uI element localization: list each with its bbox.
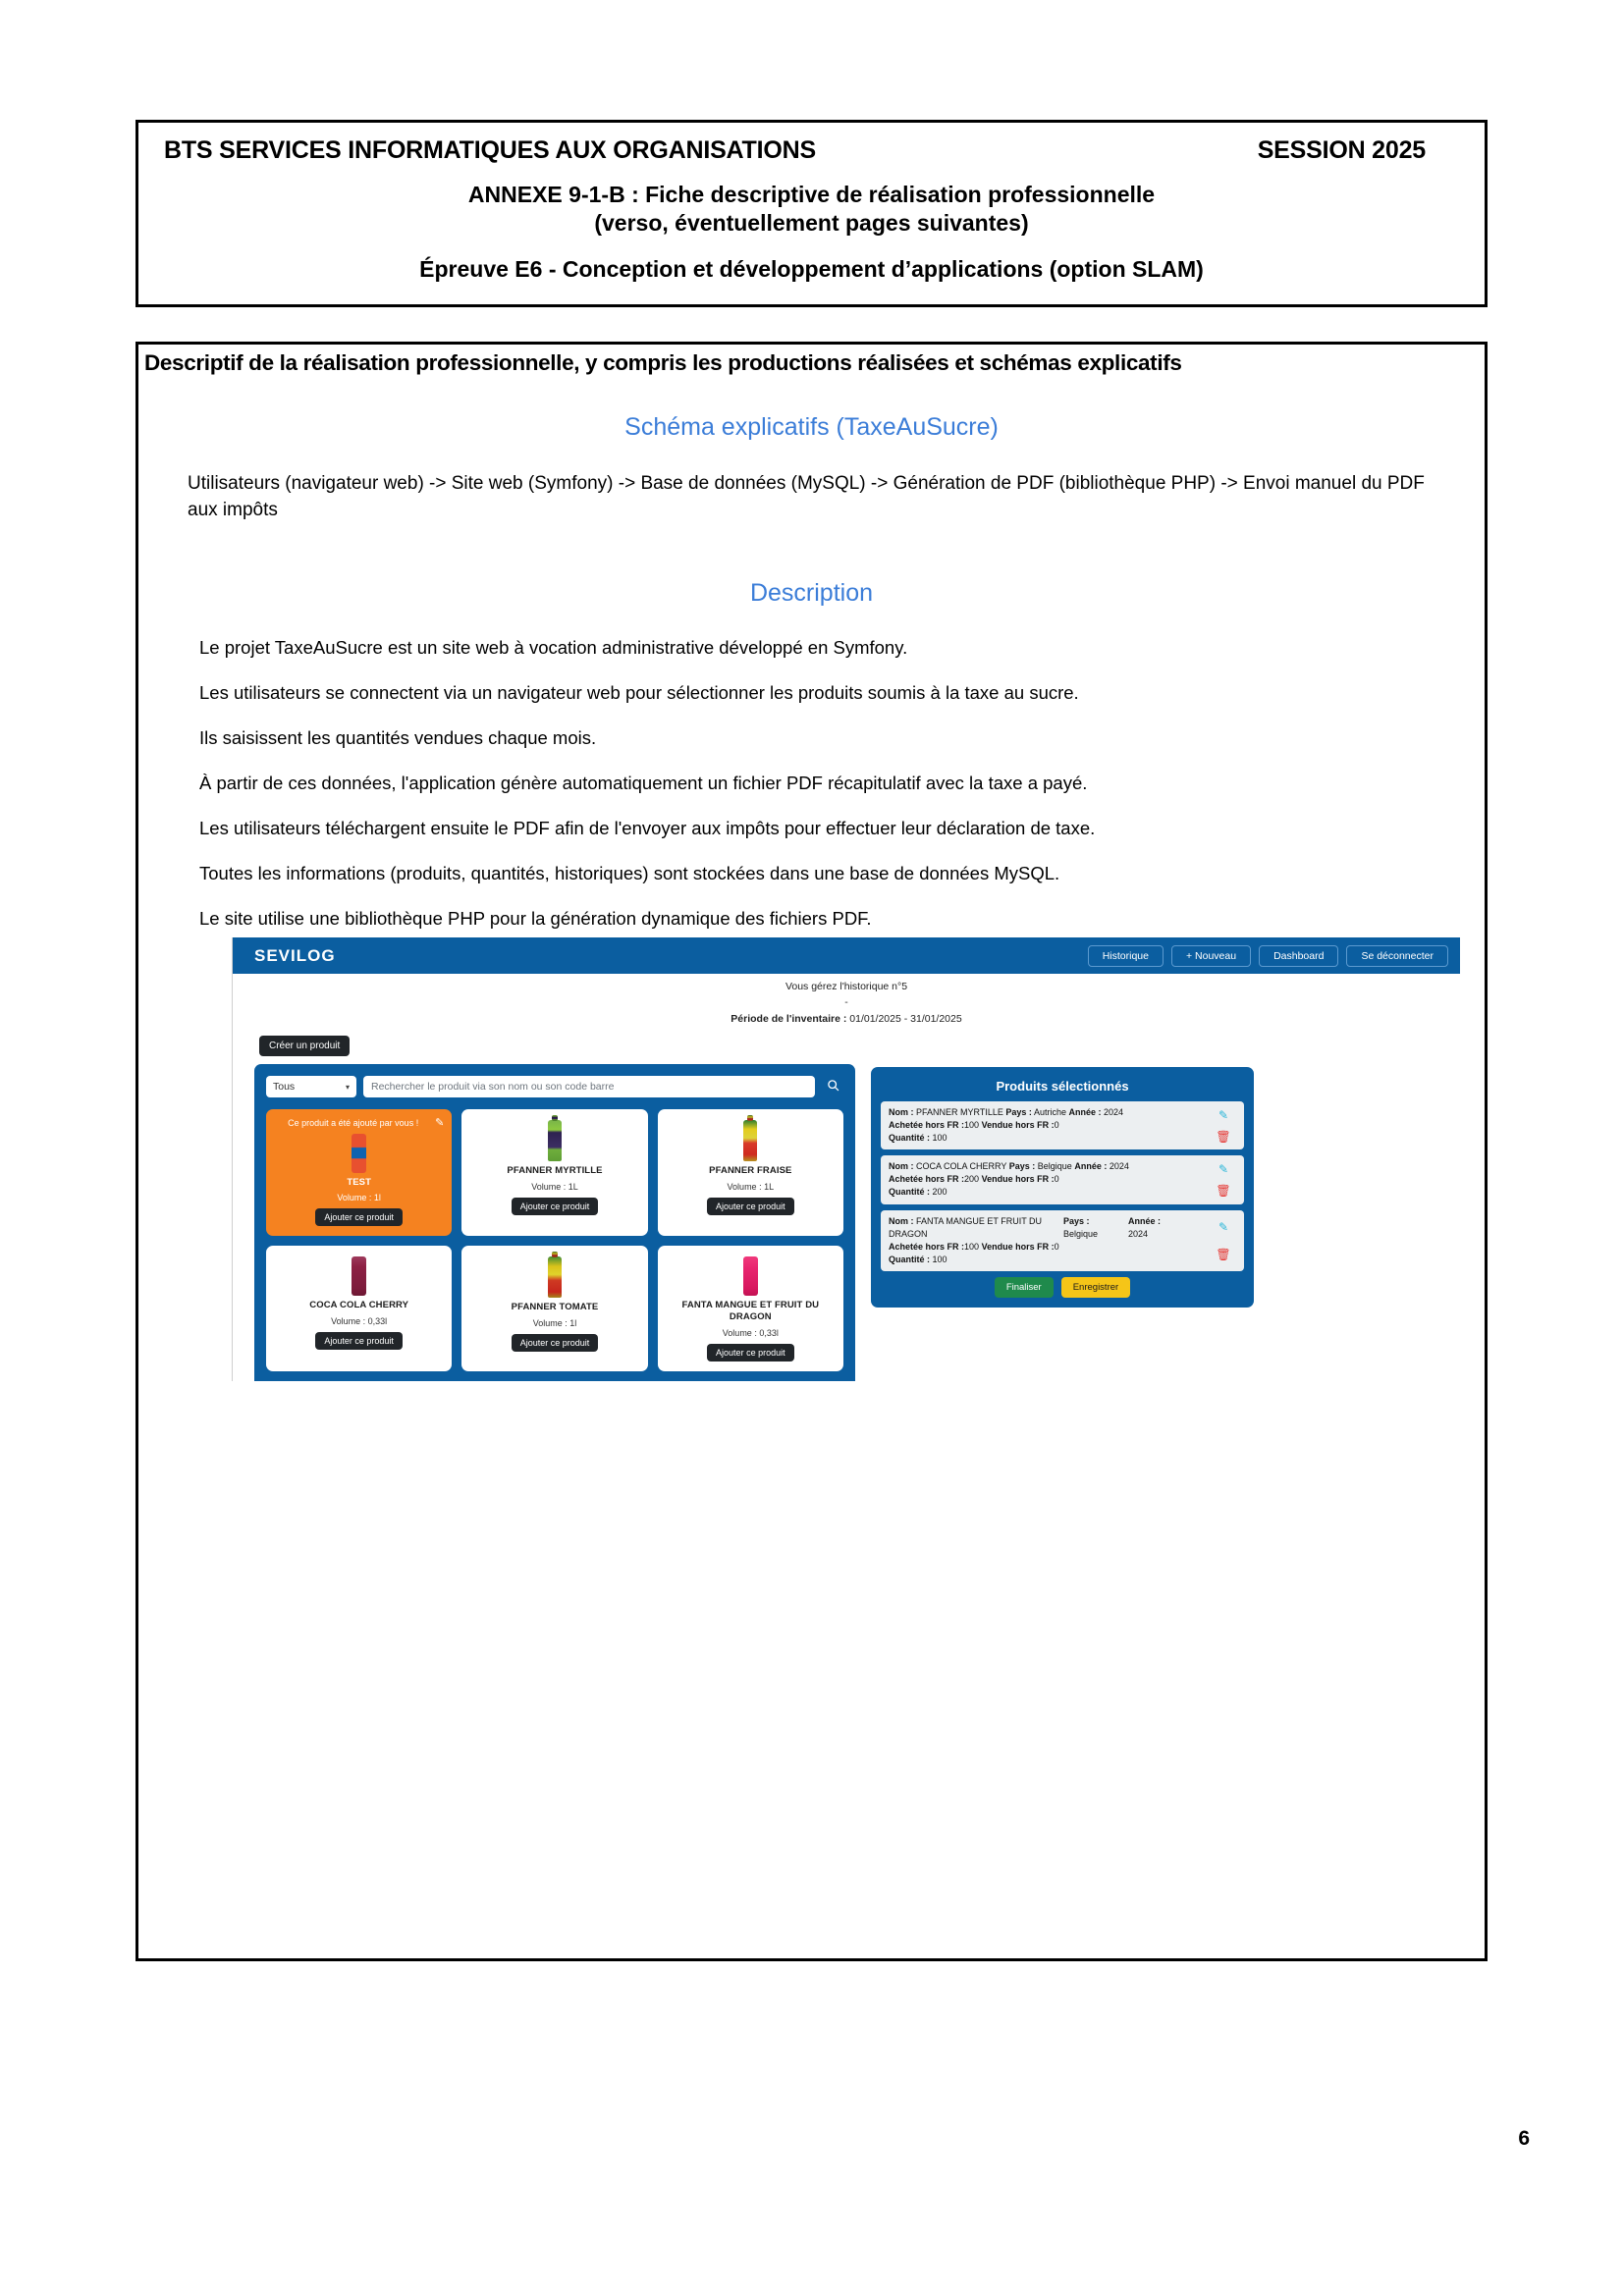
- product-catalog-panel: [254, 1064, 855, 1381]
- product-card[interactable]: [658, 1246, 843, 1371]
- save-button[interactable]: Enregistrer: [1061, 1277, 1130, 1298]
- selected-product-annee: 2024: [1104, 1107, 1124, 1118]
- annexe-line-1: ANNEXE 9-1-B : Fiche descriptive de réalisation professionnelle: [467, 182, 1156, 207]
- selected-product-pays: Belgique: [1037, 1161, 1072, 1172]
- add-product-button[interactable]: Ajouter ce produit: [512, 1198, 599, 1215]
- annexe-block: [164, 181, 1459, 239]
- add-product-button[interactable]: Ajouter ce produit: [707, 1198, 794, 1215]
- selected-products-panel: [871, 1067, 1254, 1307]
- selected-product-name: FANTA MANGUE ET FRUIT DU DRAGON: [889, 1215, 1043, 1239]
- nav-link-logout[interactable]: Se déconnecter: [1346, 945, 1448, 967]
- trash-icon[interactable]: 🗑: [1216, 1247, 1231, 1261]
- selected-product-annee: 2024: [1109, 1161, 1129, 1172]
- description-paragraph: Les utilisateurs se connectent via un navigateur web pour sélectionner les produits soumis à la taxe au sucre.: [199, 681, 1079, 703]
- finalize-button[interactable]: Finaliser: [995, 1277, 1054, 1298]
- add-product-button[interactable]: Ajouter ce produit: [315, 1332, 403, 1350]
- product-card[interactable]: [658, 1109, 843, 1236]
- product-card[interactable]: [461, 1109, 647, 1236]
- product-volume: Volume : 1l: [337, 1193, 381, 1203]
- page-number: 6: [1518, 2127, 1530, 2150]
- chevron-down-icon: ▾: [345, 1082, 350, 1092]
- inventory-period-label: Période de l'inventaire :: [731, 1012, 847, 1025]
- add-product-button[interactable]: Ajouter ce produit: [315, 1208, 403, 1226]
- product-image: [548, 1256, 562, 1298]
- content-title: Descriptif de la réalisation professionnelle, y compris les productions réalisées et schémas explicatifs: [144, 350, 1182, 375]
- schema-flow-text: Utilisateurs (navigateur web) -> Site web (Symfony) -> Base de données (MySQL) -> Génération de PDF (bibliothèque PHP) -> Envoi manuel du PDF aux impôts: [188, 473, 1425, 520]
- product-card[interactable]: [266, 1246, 452, 1371]
- selected-product-item: [881, 1210, 1244, 1271]
- selected-product-vendue: 0: [1054, 1241, 1059, 1252]
- label-annee: Année :: [1074, 1161, 1108, 1172]
- product-card[interactable]: [461, 1246, 647, 1371]
- product-image: [352, 1134, 366, 1173]
- edit-pencil-icon[interactable]: ✎: [435, 1117, 445, 1130]
- selected-product-vendue: 0: [1054, 1120, 1059, 1131]
- panel-action-buttons: [881, 1277, 1244, 1298]
- selected-product-vendue: 0: [1054, 1174, 1059, 1185]
- label-quantite: Quantité :: [889, 1254, 930, 1264]
- trash-icon[interactable]: 🗑: [1216, 1183, 1231, 1198]
- separator-dash: -: [844, 995, 848, 1008]
- history-subheader: [233, 980, 1460, 1027]
- navbar-links: [1088, 945, 1448, 967]
- selected-product-quantite: 200: [932, 1187, 947, 1198]
- header-top-row: [164, 136, 1459, 165]
- category-filter-select[interactable]: [266, 1076, 356, 1097]
- product-image: [743, 1256, 758, 1296]
- product-volume: Volume : 1L: [531, 1182, 578, 1193]
- description-paragraph: Le site utilise une bibliothèque PHP pour la génération dynamique des fichiers PDF.: [199, 907, 872, 929]
- description-paragraph: À partir de ces données, l'application génère automatiquement un fichier PDF récapitulatif avec la taxe a payé.: [199, 772, 1088, 793]
- selected-product-item: [881, 1155, 1244, 1203]
- selected-product-details: [889, 1106, 1211, 1145]
- add-product-button[interactable]: Ajouter ce produit: [707, 1344, 794, 1362]
- selected-product-item: [881, 1101, 1244, 1149]
- selected-product-pays: Autriche: [1033, 1107, 1066, 1118]
- exam-title: BTS SERVICES INFORMATIQUES AUX ORGANISATIONS: [164, 136, 816, 164]
- selected-product-details: [889, 1215, 1211, 1266]
- selected-product-achetee: 100: [964, 1241, 980, 1252]
- product-name: TEST: [347, 1176, 371, 1188]
- content-box: [135, 342, 1488, 1961]
- add-product-button[interactable]: Ajouter ce produit: [512, 1334, 599, 1352]
- label-achetee: Achetée hors FR :: [889, 1174, 965, 1185]
- selected-product-name: COCA COLA CHERRY: [916, 1161, 1007, 1172]
- nav-link-nouveau[interactable]: + Nouveau: [1171, 945, 1251, 967]
- label-nom: Nom :: [889, 1107, 914, 1118]
- exam-header-box: [135, 120, 1488, 307]
- product-image: [743, 1120, 757, 1161]
- inventory-period-value: 01/01/2025 - 31/01/2025: [849, 1012, 962, 1025]
- app-logo[interactable]: SEVILOG: [254, 945, 336, 965]
- label-nom: Nom :: [889, 1161, 914, 1172]
- label-nom: Nom :: [889, 1215, 914, 1226]
- schema-heading: Schéma explicatifs (TaxeAuSucre): [624, 413, 999, 441]
- history-line: Vous gérez l'historique n°5: [785, 981, 908, 992]
- product-name: COCA COLA CHERRY: [309, 1300, 409, 1311]
- nav-link-historique[interactable]: Historique: [1088, 945, 1164, 967]
- create-product-button[interactable]: Créer un produit: [259, 1036, 350, 1056]
- search-input[interactable]: Rechercher le produit via son nom ou son code barre: [363, 1076, 815, 1097]
- product-added-note: Ce produit a été ajouté par vous !: [288, 1118, 419, 1129]
- selected-product-achetee: 100: [964, 1120, 980, 1131]
- nav-link-dashboard[interactable]: Dashboard: [1259, 945, 1338, 967]
- description-paragraph: Toutes les informations (produits, quantités, historiques) sont stockées dans une base de données MySQL.: [199, 862, 1060, 883]
- label-pays: Pays :: [1063, 1215, 1090, 1226]
- product-name: FANTA MANGUE ET FRUIT DU DRAGON: [681, 1300, 820, 1323]
- search-row: [266, 1076, 843, 1097]
- category-filter-value: Tous: [273, 1081, 296, 1094]
- selected-product-pays: Belgique: [1063, 1228, 1099, 1239]
- product-image: [548, 1120, 562, 1161]
- selected-product-actions: [1211, 1215, 1236, 1266]
- selected-product-actions: [1211, 1160, 1236, 1199]
- label-quantite: Quantité :: [889, 1187, 930, 1198]
- edit-pencil-icon[interactable]: ✎: [1218, 1219, 1229, 1234]
- description-paragraph: Ils saisissent les quantités vendues chaque mois.: [199, 726, 597, 748]
- description-paragraph: Les utilisateurs téléchargent ensuite le PDF afin de l'envoyer aux impôts pour effectuer leur déclaration de taxe.: [199, 817, 1096, 838]
- product-volume: Volume : 0,33l: [331, 1316, 388, 1327]
- product-volume: Volume : 0,33l: [722, 1328, 779, 1339]
- trash-icon[interactable]: 🗑: [1216, 1129, 1231, 1144]
- selected-product-quantite: 100: [932, 1133, 947, 1144]
- product-name: PFANNER FRAISE: [709, 1165, 792, 1177]
- selected-product-quantite: 100: [932, 1254, 947, 1264]
- label-annee: Année :: [1068, 1107, 1102, 1118]
- product-grid: [266, 1109, 843, 1381]
- label-pays: Pays :: [1005, 1107, 1032, 1118]
- description-heading: Description: [749, 578, 874, 607]
- app-main-body: [233, 1056, 1460, 1381]
- label-vendue: Vendue hors FR :: [981, 1174, 1055, 1185]
- embedded-app-screenshot: [232, 937, 1460, 1381]
- label-annee: Année :: [1128, 1215, 1162, 1226]
- label-vendue: Vendue hors FR :: [981, 1120, 1055, 1131]
- label-achetee: Achetée hors FR :: [889, 1120, 965, 1131]
- session-label: SESSION 2025: [1257, 136, 1426, 164]
- selected-product-achetee: 200: [964, 1174, 980, 1185]
- selected-product-name: PFANNER MYRTILLE: [916, 1107, 1003, 1118]
- label-quantite: Quantité :: [889, 1133, 930, 1144]
- product-name: PFANNER MYRTILLE: [507, 1165, 603, 1177]
- annexe-line-2: (verso, éventuellement pages suivantes): [594, 210, 1029, 237]
- product-image: [352, 1256, 366, 1296]
- product-volume: Volume : 1L: [727, 1182, 775, 1193]
- selected-product-details: [889, 1160, 1211, 1199]
- selected-product-annee: 2024: [1128, 1228, 1149, 1239]
- description-paragraph: Le projet TaxeAuSucre est un site web à vocation administrative développé en Symfony.: [199, 636, 908, 658]
- inventory-period: [233, 1012, 1460, 1028]
- product-name: PFANNER TOMATE: [511, 1302, 599, 1313]
- edit-pencil-icon[interactable]: ✎: [1218, 1108, 1229, 1123]
- label-pays: Pays :: [1008, 1161, 1036, 1172]
- selected-products-title: Produits sélectionnés: [996, 1079, 1129, 1095]
- search-icon[interactable]: [822, 1079, 843, 1095]
- product-card[interactable]: [266, 1109, 452, 1236]
- edit-pencil-icon[interactable]: ✎: [1218, 1162, 1229, 1177]
- description-list: [138, 637, 1485, 930]
- label-vendue: Vendue hors FR :: [981, 1241, 1055, 1252]
- product-volume: Volume : 1l: [532, 1318, 577, 1329]
- epreuve-line: Épreuve E6 - Conception et développement d’applications (option SLAM): [419, 255, 1204, 282]
- selected-product-actions: [1211, 1106, 1236, 1145]
- label-achetee: Achetée hors FR :: [889, 1241, 965, 1252]
- app-navbar: [233, 937, 1460, 974]
